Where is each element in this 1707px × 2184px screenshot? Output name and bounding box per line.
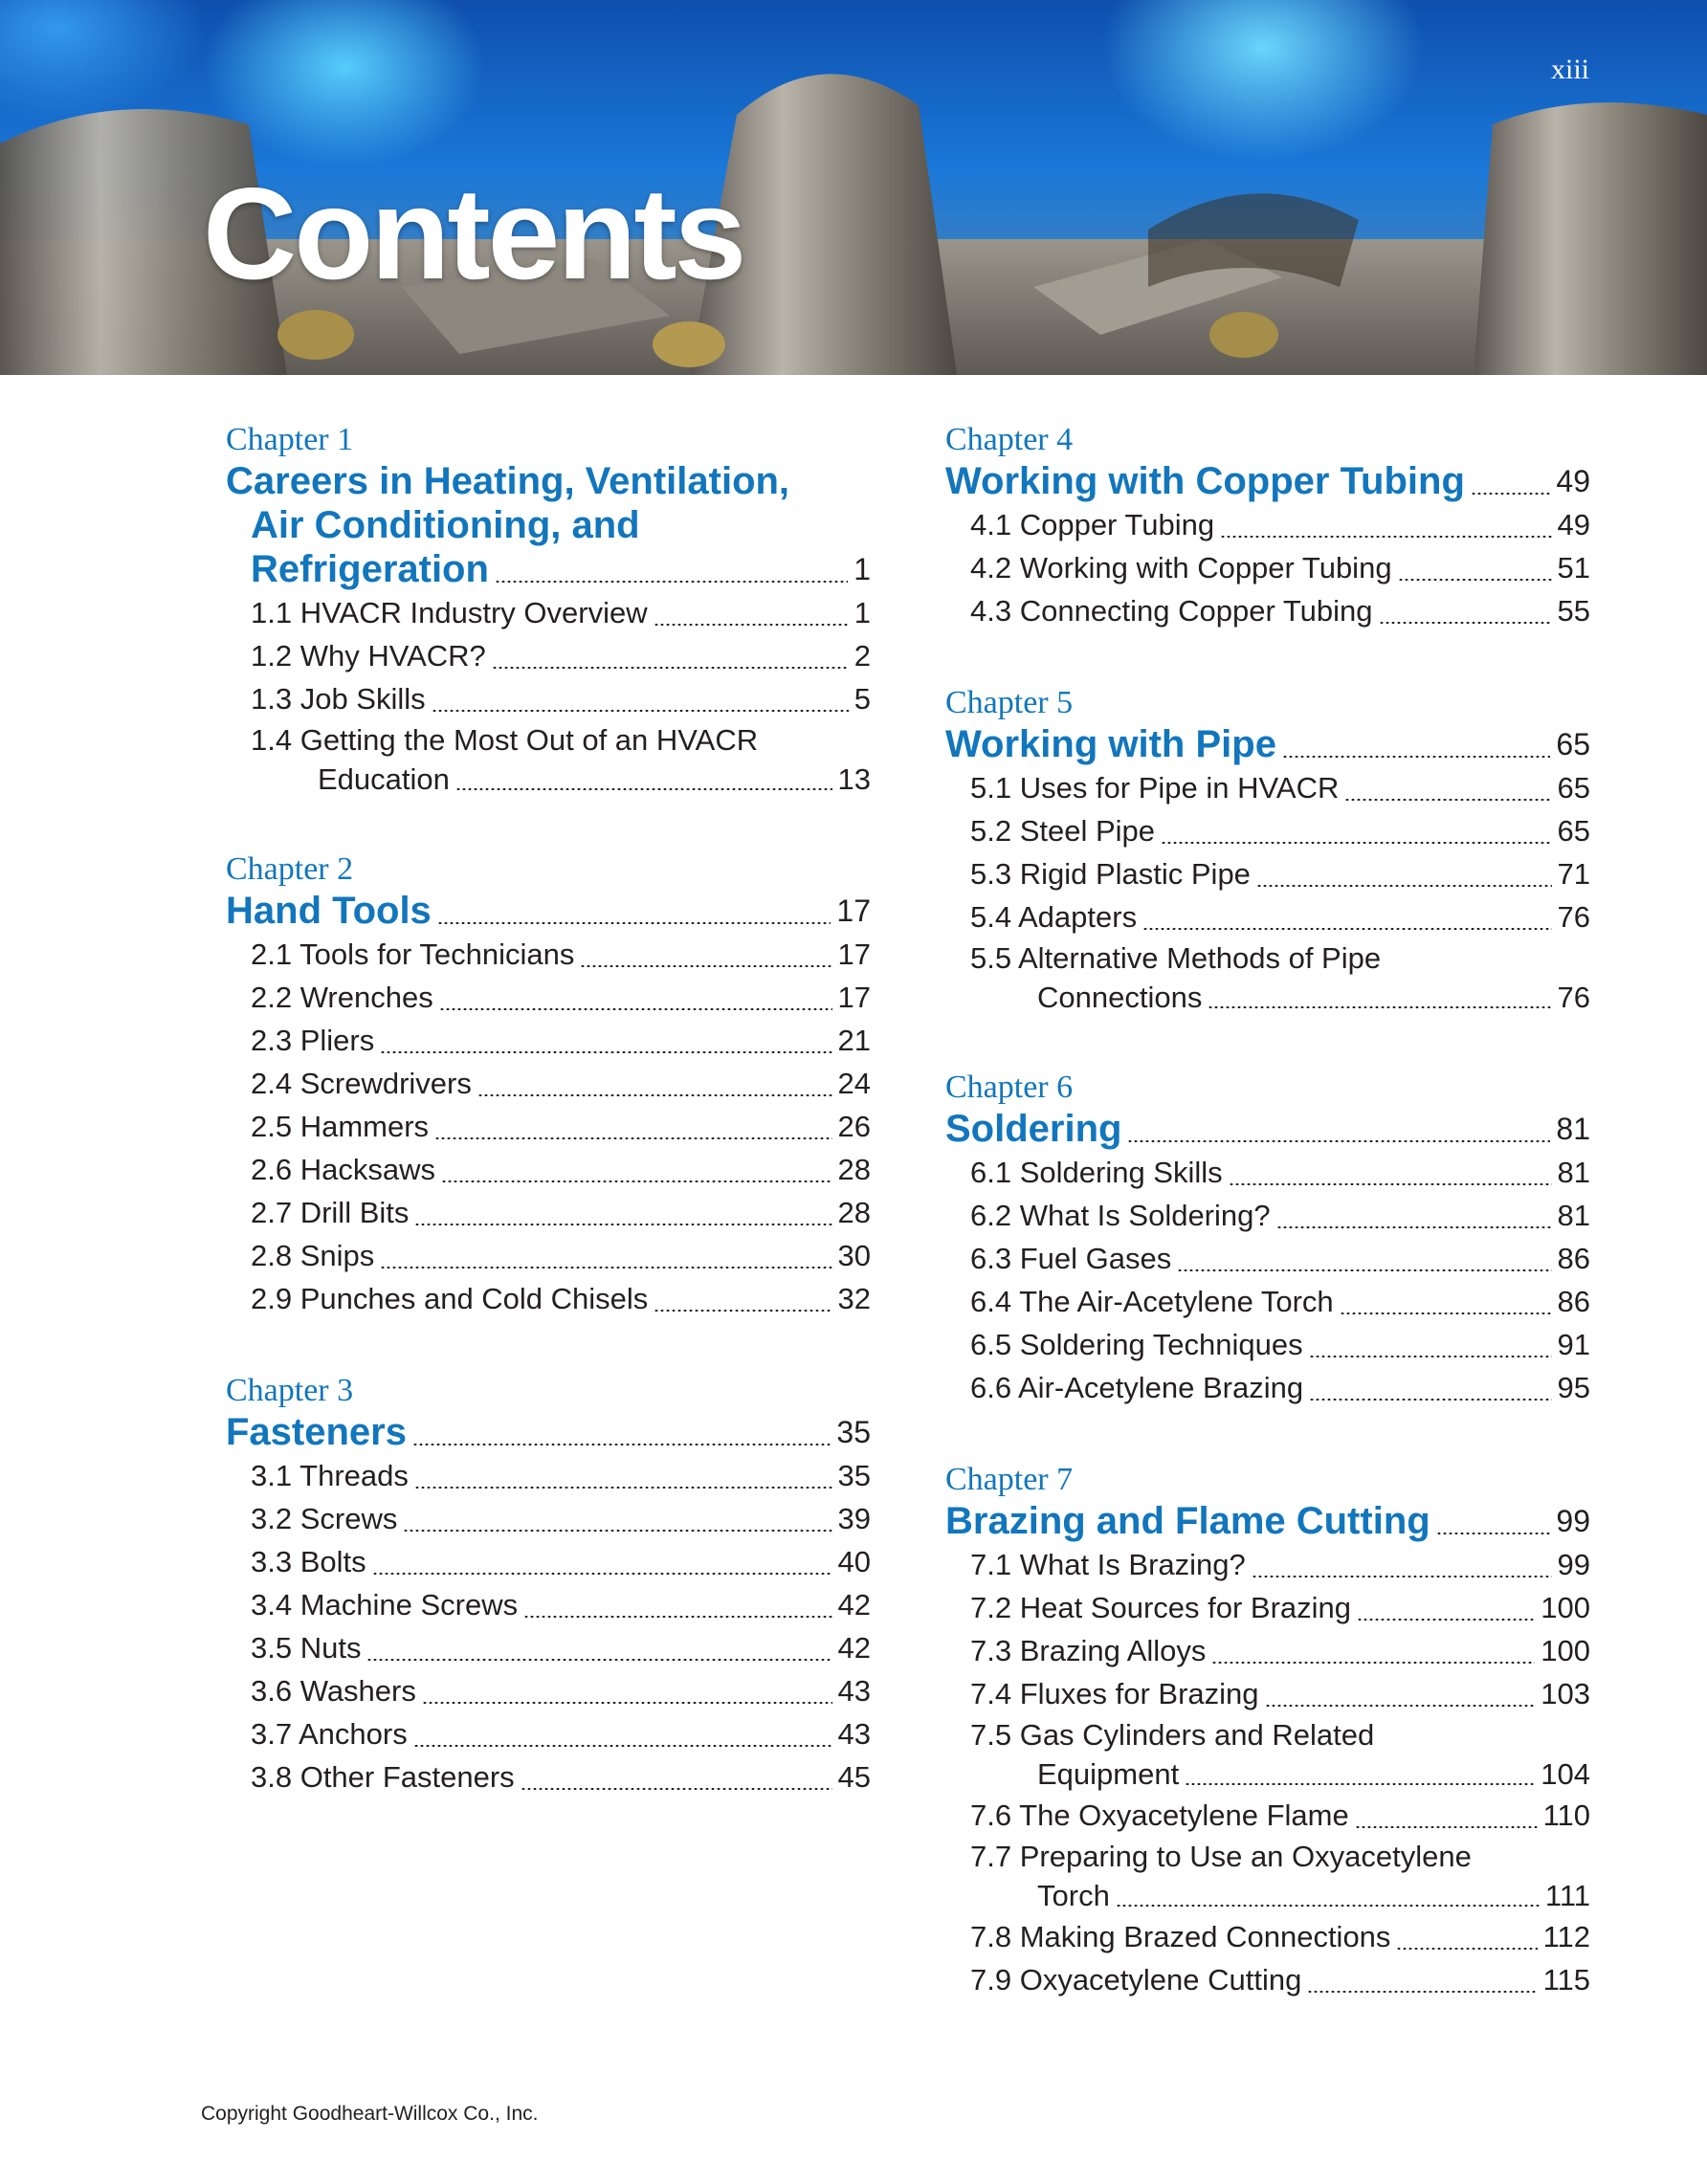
- chapter-title-line: [226, 503, 871, 547]
- leader-dots: [1344, 799, 1551, 801]
- chapter-page-number: 81: [1556, 1112, 1590, 1146]
- leader-dots: [432, 710, 849, 712]
- section-title: 2.5 Hammers: [251, 1110, 430, 1143]
- section-entry[interactable]: [945, 895, 1590, 938]
- chapter-label: Chapter 1: [226, 422, 354, 457]
- section-title: 7.7 Preparing to Use an Oxyacetylene: [970, 1840, 1472, 1873]
- section-title: 6.4 The Air-Acetylene Torch: [970, 1285, 1334, 1318]
- section-line: [226, 1755, 871, 1798]
- section-line: [226, 1234, 871, 1277]
- leader-dots: [437, 922, 831, 924]
- section-page-number: 81: [1557, 1156, 1590, 1189]
- section-title: 7.8 Making Brazed Connections: [970, 1920, 1391, 1953]
- section-page-number: 55: [1557, 594, 1590, 628]
- section-title: 3.4 Machine Screws: [251, 1588, 519, 1621]
- section-entry[interactable]: [226, 1755, 871, 1798]
- section-page-number: 40: [837, 1545, 871, 1578]
- section-page-number: 115: [1542, 1963, 1590, 1996]
- section-line: [945, 1915, 1590, 1958]
- chapter-title-line: [945, 459, 1590, 503]
- section-title: 6.3 Fuel Gases: [970, 1242, 1172, 1275]
- chapter-entry[interactable]: [945, 1461, 1590, 2001]
- section-entry[interactable]: [945, 1629, 1590, 1672]
- leader-dots: [654, 1310, 831, 1312]
- leader-dots: [654, 624, 849, 626]
- section-title: 1.2 Why HVACR?: [251, 639, 486, 673]
- chapter-entry[interactable]: [945, 684, 1590, 1017]
- leader-dots: [1282, 756, 1550, 758]
- leader-dots: [1161, 842, 1551, 844]
- chapter-title-text: Working with Copper Tubing: [945, 460, 1465, 502]
- section-entry[interactable]: [945, 589, 1590, 632]
- section-line: [945, 895, 1590, 938]
- section-entry[interactable]: [226, 591, 871, 634]
- section-entry[interactable]: [226, 677, 871, 720]
- section-entry[interactable]: [226, 1540, 871, 1583]
- section-line: [945, 1543, 1590, 1586]
- section-title: 2.8 Snips: [251, 1239, 375, 1272]
- section-line: [945, 1629, 1590, 1672]
- section-line: [226, 1105, 871, 1148]
- section-page-number: 65: [1557, 814, 1590, 848]
- section-page-number: 42: [837, 1631, 871, 1665]
- section-title: 2.7 Drill Bits: [251, 1196, 410, 1229]
- section-title: 7.3 Brazing Alloys: [970, 1634, 1207, 1667]
- section-title: Equipment: [1037, 1757, 1180, 1791]
- section-title: 5.3 Rigid Plastic Pipe: [970, 857, 1251, 891]
- section-page-number: 81: [1557, 1199, 1590, 1232]
- leader-dots: [1398, 579, 1552, 581]
- section-line: [945, 766, 1590, 809]
- toc-column-left: [226, 421, 871, 1850]
- leader-dots: [1309, 1356, 1552, 1357]
- section-entry[interactable]: [945, 1366, 1590, 1409]
- section-page-number: 39: [837, 1502, 871, 1535]
- leader-dots: [1142, 928, 1551, 930]
- section-page-number: 112: [1542, 1920, 1590, 1953]
- section-title: 3.7 Anchors: [251, 1717, 408, 1751]
- leader-dots: [1256, 885, 1552, 887]
- leader-dots: [1436, 1533, 1551, 1534]
- chapter-label: Chapter 5: [945, 685, 1074, 720]
- section-page-number: 17: [837, 981, 871, 1014]
- chapter-title-text: Soldering: [945, 1108, 1122, 1150]
- section-line: [945, 1794, 1590, 1837]
- leader-dots: [366, 1659, 831, 1661]
- section-title: 2.1 Tools for Technicians: [251, 938, 575, 971]
- chapter-title-text: Working with Pipe: [945, 723, 1276, 765]
- section-line: [945, 1958, 1590, 2001]
- section-entry[interactable]: [226, 1062, 871, 1105]
- section-line: [945, 809, 1590, 852]
- section-page-number: 95: [1557, 1371, 1590, 1404]
- leader-dots: [1127, 1140, 1550, 1142]
- page-number: xiii: [1550, 54, 1589, 85]
- leader-dots: [1276, 1226, 1552, 1228]
- leader-dots: [580, 965, 831, 967]
- leader-dots: [422, 1702, 832, 1704]
- section-entry[interactable]: [945, 1280, 1590, 1323]
- section-entry[interactable]: [226, 634, 871, 677]
- section-title: 1.4 Getting the Most Out of an HVACR: [251, 723, 759, 757]
- section-page-number: 100: [1541, 1591, 1590, 1624]
- section-entry[interactable]: [226, 1019, 871, 1062]
- leader-dots: [1252, 1576, 1552, 1577]
- section-title: Education: [318, 762, 450, 796]
- section-title: 1.1 HVACR Industry Overview: [251, 596, 648, 629]
- section-line: [945, 1755, 1590, 1794]
- section-entry[interactable]: [226, 976, 871, 1019]
- section-entry[interactable]: [226, 933, 871, 976]
- section-page-number: 30: [837, 1239, 871, 1272]
- section-entry[interactable]: [945, 1794, 1590, 1837]
- section-line: [945, 1586, 1590, 1629]
- section-entry[interactable]: [945, 1958, 1590, 2001]
- section-line: [226, 1712, 871, 1755]
- leader-dots: [1229, 1183, 1552, 1185]
- section-page-number: 28: [837, 1153, 871, 1186]
- section-line: [945, 938, 1590, 979]
- toc-column-right: [945, 421, 1590, 2053]
- section-entry[interactable]: [226, 1234, 871, 1277]
- chapter-page-number: 1: [854, 552, 871, 586]
- section-line: [945, 1877, 1590, 1915]
- leader-dots: [413, 1745, 832, 1747]
- section-entry[interactable]: [945, 1194, 1590, 1237]
- chapter-title-text: Air Conditioning, and: [251, 504, 640, 546]
- section-entry[interactable]: [945, 1672, 1590, 1715]
- section-entry[interactable]: [945, 1151, 1590, 1194]
- leader-dots: [1471, 493, 1551, 495]
- section-line: [226, 1497, 871, 1540]
- chapter-title-text: Brazing and Flame Cutting: [945, 1500, 1430, 1542]
- leader-dots: [1177, 1269, 1551, 1271]
- leader-dots: [1396, 1948, 1537, 1950]
- chapter-entry[interactable]: [226, 850, 871, 1320]
- section-page-number: 17: [837, 938, 871, 971]
- chapter-entry[interactable]: [945, 1069, 1590, 1409]
- leader-dots: [1265, 1705, 1536, 1707]
- section-page-number: 43: [837, 1674, 871, 1708]
- section-line: [226, 933, 871, 976]
- section-title: 3.8 Other Fasteners: [251, 1760, 515, 1794]
- leader-dots: [412, 1444, 831, 1445]
- section-entry[interactable]: [226, 1148, 871, 1191]
- chapter-page-number: 65: [1556, 727, 1590, 761]
- section-title: 7.1 What Is Brazing?: [970, 1548, 1246, 1581]
- section-line: [226, 1454, 871, 1497]
- section-title: 6.5 Soldering Techniques: [970, 1328, 1303, 1361]
- copyright-notice: Copyright Goodheart-Willcox Co., Inc.: [201, 2103, 539, 2125]
- chapter-entry[interactable]: [945, 421, 1590, 632]
- section-entry[interactable]: [945, 938, 1590, 1017]
- chapter-page-number: 17: [836, 893, 871, 928]
- leader-dots: [1309, 1399, 1551, 1401]
- section-title: 4.3 Connecting Copper Tubing: [970, 594, 1373, 628]
- section-line: [945, 1672, 1590, 1715]
- section-line: [226, 634, 871, 677]
- section-page-number: 49: [1557, 508, 1590, 541]
- leader-dots: [495, 581, 848, 583]
- leader-dots: [434, 1137, 831, 1139]
- section-entry[interactable]: [945, 1715, 1590, 1794]
- section-line: [945, 1280, 1590, 1323]
- section-entry[interactable]: [945, 1915, 1590, 1958]
- section-entry[interactable]: [945, 766, 1590, 809]
- section-page-number: 43: [837, 1717, 871, 1751]
- leader-dots: [1340, 1313, 1552, 1314]
- section-entry[interactable]: [945, 852, 1590, 895]
- section-line: [945, 979, 1590, 1017]
- section-title: 5.2 Steel Pipe: [970, 814, 1156, 848]
- section-line: [945, 589, 1590, 632]
- section-page-number: 86: [1557, 1285, 1590, 1318]
- section-page-number: 42: [837, 1588, 871, 1621]
- section-line: [945, 1151, 1590, 1194]
- section-title: 6.1 Soldering Skills: [970, 1156, 1223, 1189]
- section-entry[interactable]: [945, 1586, 1590, 1629]
- section-page-number: 2: [854, 639, 871, 673]
- section-line: [945, 503, 1590, 546]
- section-line: [226, 1583, 871, 1626]
- section-line: [226, 1062, 871, 1105]
- section-title: 5.5 Alternative Methods of Pipe: [970, 941, 1382, 975]
- leader-dots: [372, 1573, 832, 1575]
- section-page-number: 110: [1542, 1798, 1590, 1832]
- section-entry[interactable]: [226, 1626, 871, 1669]
- section-page-number: 76: [1557, 900, 1590, 934]
- chapter-title-text: Careers in Heating, Ventilation,: [226, 460, 790, 502]
- leader-dots: [492, 667, 849, 669]
- section-page-number: 91: [1557, 1328, 1590, 1361]
- section-title: 5.4 Adapters: [970, 900, 1138, 934]
- section-entry[interactable]: [226, 1712, 871, 1755]
- section-line: [945, 852, 1590, 895]
- section-line: [945, 1194, 1590, 1237]
- leader-dots: [1357, 1619, 1535, 1621]
- page-title: Contents: [203, 161, 744, 306]
- section-line: [945, 1837, 1590, 1877]
- section-title: 7.5 Gas Cylinders and Related: [970, 1718, 1375, 1752]
- chapter-page-number: 35: [836, 1415, 871, 1449]
- section-line: [945, 1323, 1590, 1366]
- section-line: [226, 1669, 871, 1712]
- chapter-title-line: [945, 722, 1590, 766]
- section-line: [226, 1191, 871, 1234]
- section-entry[interactable]: [945, 1837, 1590, 1915]
- chapter-title-text: Refrigeration: [251, 548, 489, 590]
- leader-dots: [1208, 1006, 1551, 1008]
- section-line: [226, 591, 871, 634]
- section-line: [226, 1019, 871, 1062]
- chapter-page-number: 49: [1556, 464, 1590, 498]
- leader-dots: [1116, 1905, 1540, 1907]
- section-line: [226, 1540, 871, 1583]
- chapter-title-line: [945, 1499, 1590, 1543]
- section-page-number: 26: [837, 1110, 871, 1143]
- section-line: [945, 546, 1590, 589]
- section-page-number: 111: [1544, 1879, 1590, 1912]
- section-entry[interactable]: [226, 1105, 871, 1148]
- section-title: 5.1 Uses for Pipe in HVACR: [970, 771, 1340, 805]
- section-line: [226, 720, 871, 761]
- chapter-label: Chapter 4: [945, 422, 1074, 457]
- section-title: 7.2 Heat Sources for Brazing: [970, 1591, 1352, 1624]
- chapter-title-line: [226, 459, 871, 503]
- chapter-title-line: [226, 1410, 871, 1454]
- section-line: [226, 1277, 871, 1320]
- section-page-number: 28: [837, 1196, 871, 1229]
- section-title: 2.6 Hacksaws: [251, 1153, 435, 1186]
- section-entry[interactable]: [226, 720, 871, 799]
- section-page-number: 65: [1557, 771, 1590, 805]
- section-page-number: 35: [837, 1459, 871, 1492]
- leader-dots: [521, 1788, 832, 1790]
- section-title: Torch: [1037, 1879, 1110, 1912]
- section-entry[interactable]: [945, 1543, 1590, 1586]
- section-page-number: 99: [1557, 1548, 1590, 1581]
- section-page-number: 86: [1557, 1242, 1590, 1275]
- section-title: 2.4 Screwdrivers: [251, 1067, 472, 1100]
- section-title: 6.6 Air-Acetylene Brazing: [970, 1371, 1304, 1404]
- leader-dots: [403, 1530, 831, 1532]
- section-entry[interactable]: [226, 1669, 871, 1712]
- section-page-number: 104: [1541, 1757, 1590, 1791]
- chapter-title-text: Hand Tools: [226, 890, 432, 932]
- leader-dots: [414, 1487, 832, 1489]
- section-title: 6.2 What Is Soldering?: [970, 1199, 1271, 1232]
- section-title: 3.1 Threads: [251, 1459, 409, 1492]
- leader-dots: [439, 1008, 832, 1010]
- chapter-title-line: [226, 889, 871, 933]
- section-title: 1.3 Job Skills: [251, 682, 426, 716]
- section-entry[interactable]: [226, 1583, 871, 1626]
- section-page-number: 32: [837, 1282, 871, 1315]
- chapter-entry[interactable]: [226, 1372, 871, 1798]
- section-page-number: 100: [1541, 1634, 1590, 1667]
- section-entry[interactable]: [945, 809, 1590, 852]
- section-entry[interactable]: [945, 1323, 1590, 1366]
- chapter-title-line: [226, 547, 871, 591]
- leader-dots: [1185, 1783, 1535, 1785]
- chapter-title-line: [945, 1107, 1590, 1151]
- section-title: 4.1 Copper Tubing: [970, 508, 1215, 541]
- section-title: 3.6 Washers: [251, 1674, 416, 1708]
- section-title: 2.3 Pliers: [251, 1024, 375, 1057]
- leader-dots: [455, 788, 832, 790]
- section-title: 7.6 The Oxyacetylene Flame: [970, 1798, 1349, 1832]
- leader-dots: [477, 1094, 832, 1096]
- leader-dots: [414, 1224, 831, 1225]
- section-line: [226, 1148, 871, 1191]
- section-title: 3.2 Screws: [251, 1502, 398, 1535]
- section-title: 3.5 Nuts: [251, 1631, 362, 1665]
- section-title: 7.4 Fluxes for Brazing: [970, 1677, 1259, 1710]
- section-line: [945, 1237, 1590, 1280]
- leader-dots: [1220, 536, 1551, 538]
- section-title: 7.9 Oxyacetylene Cutting: [970, 1963, 1302, 1996]
- section-entry[interactable]: [945, 1237, 1590, 1280]
- section-page-number: 24: [837, 1067, 871, 1100]
- section-title: 4.2 Working with Copper Tubing: [970, 551, 1392, 585]
- section-title: 3.3 Bolts: [251, 1545, 366, 1578]
- section-page-number: 13: [837, 762, 871, 796]
- leader-dots: [523, 1616, 831, 1618]
- section-entry[interactable]: [226, 1497, 871, 1540]
- chapter-label: Chapter 2: [226, 851, 354, 887]
- section-line: [226, 761, 871, 799]
- header-banner-photo: [0, 0, 1707, 375]
- section-entry[interactable]: [226, 1191, 871, 1234]
- section-line: [226, 677, 871, 720]
- chapter-label: Chapter 6: [945, 1070, 1074, 1105]
- section-entry[interactable]: [945, 546, 1590, 589]
- section-title: 2.2 Wrenches: [251, 981, 433, 1014]
- section-page-number: 103: [1541, 1677, 1590, 1710]
- chapter-page-number: 99: [1556, 1504, 1590, 1538]
- section-line: [226, 976, 871, 1019]
- leader-dots: [1307, 1991, 1537, 1993]
- chapter-entry[interactable]: [226, 421, 871, 799]
- leader-dots: [1379, 622, 1552, 624]
- section-title: Connections: [1037, 981, 1203, 1014]
- leader-dots: [380, 1267, 831, 1268]
- section-page-number: 5: [854, 682, 871, 716]
- section-page-number: 45: [837, 1760, 871, 1794]
- section-line: [945, 1366, 1590, 1409]
- leader-dots: [441, 1180, 832, 1182]
- chapter-title-text: Fasteners: [226, 1411, 407, 1453]
- section-title: 2.9 Punches and Cold Chisels: [251, 1282, 649, 1315]
- section-page-number: 76: [1557, 981, 1590, 1014]
- section-entry[interactable]: [945, 503, 1590, 546]
- section-line: [226, 1626, 871, 1669]
- leader-dots: [380, 1051, 831, 1053]
- section-entry[interactable]: [226, 1277, 871, 1320]
- section-page-number: 71: [1557, 857, 1590, 891]
- chapter-label: Chapter 3: [226, 1373, 354, 1408]
- section-entry[interactable]: [226, 1454, 871, 1497]
- section-page-number: 21: [837, 1024, 871, 1057]
- section-page-number: 51: [1557, 551, 1590, 585]
- leader-dots: [1355, 1826, 1538, 1828]
- leader-dots: [1211, 1662, 1535, 1664]
- section-page-number: 1: [854, 596, 871, 629]
- section-line: [945, 1715, 1590, 1755]
- chapter-label: Chapter 7: [945, 1462, 1074, 1497]
